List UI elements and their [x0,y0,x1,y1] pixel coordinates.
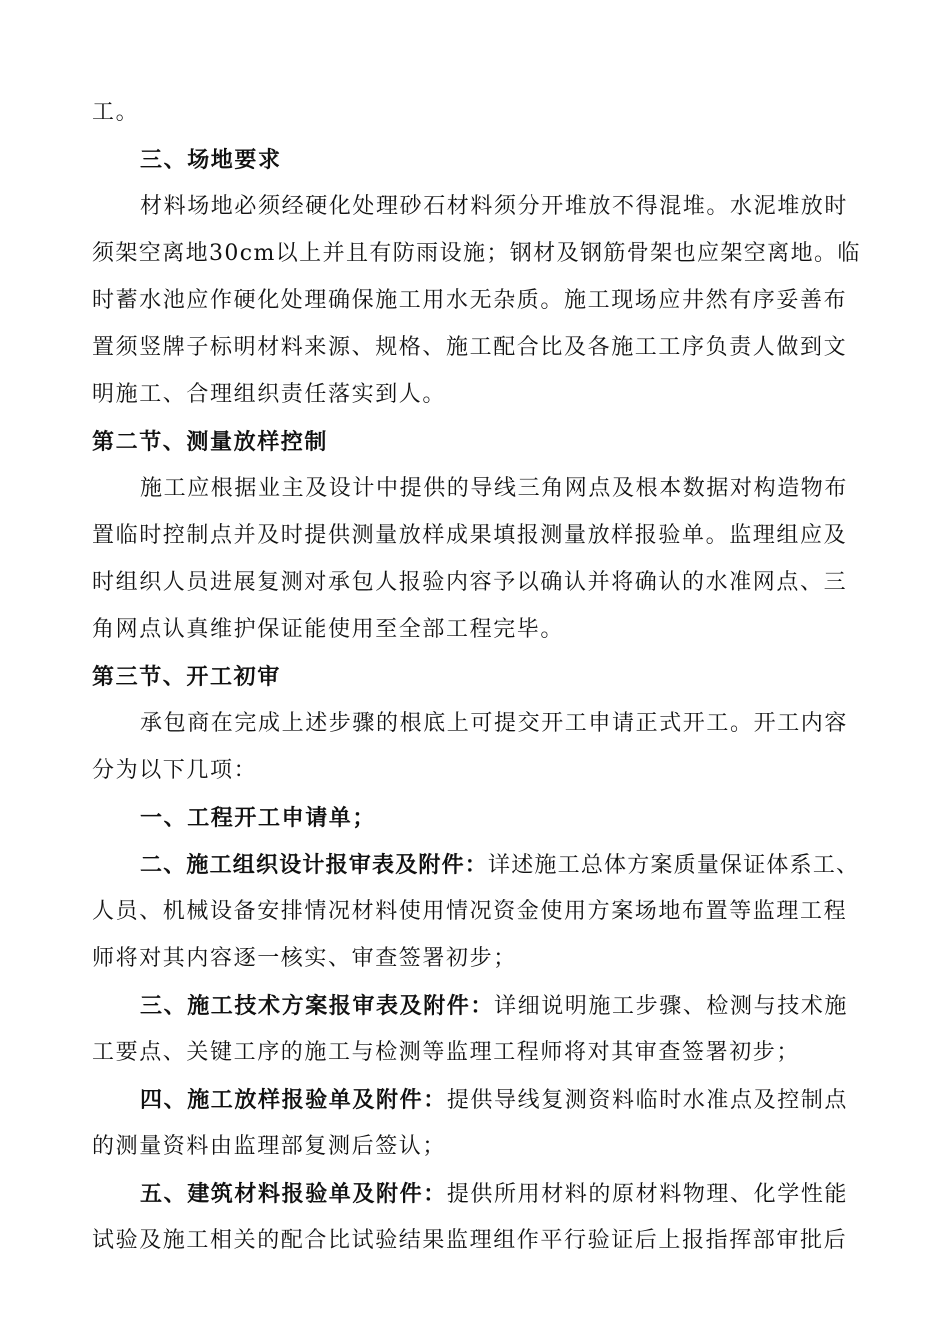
paragraph-line: 置须竖牌子标明材料来源、规格、施工配合比及各施工工序负责人做到文 [92,335,848,360]
list-item-text: 提供导线复测资料临时水准点及控制点 [446,1088,849,1113]
subsection-heading: 三、场地要求 [140,147,282,173]
paragraph-line: 时组织人员进展复测对承包人报验内容予以确认并将确认的水准网点、三 [92,570,848,595]
paragraph-line: 角网点认真维护保证能使用至全部工程完毕。 [92,617,565,642]
list-item [140,850,862,880]
paragraph-line: 置临时控制点并及时提供测量放样成果填报测量放样报验单。监理组应及 [92,523,848,548]
list-item-title: 五、建筑材料报验单及附件： [140,1181,447,1207]
list-item-text: 提供所用材料的原材料物理、化学性能 [446,1182,849,1207]
paragraph-line: 材料场地必须经硬化处理砂石材料须分开堆放不得混堆。水泥堆放时 [140,194,849,219]
list-item [140,1085,862,1115]
paragraph-line: 承包商在完成上述步骤的根底上可提交开工申请正式开工。开工内容 [140,711,849,736]
list-item-text: 详细说明施工步骤、检测与技术施 [494,994,849,1019]
list-item-title: 四、施工放样报验单及附件： [140,1087,447,1113]
list-item-title: 三、施工技术方案报审表及附件： [140,993,495,1019]
paragraph-line: 时蓄水池应作硬化处理确保施工用水无杂质。施工现场应井然有序妥善布 [92,288,848,313]
paragraph-line: 师将对其内容逐一核实、审查签署初步； [92,946,517,971]
paragraph-line: 工。 [92,100,140,125]
paragraph-line: 的测量资料由监理部复测后签认； [92,1134,447,1159]
list-item [140,1179,862,1209]
paragraph-line: 须架空离地30cm以上并且有防雨设施；钢材及钢筋骨架也应架空离地。临 [92,241,861,266]
section-heading: 第三节、开工初审 [92,664,281,690]
paragraph-line: 试验及施工相关的配合比试验结果监理组作平行验证后上报指挥部审批后 [92,1228,848,1253]
list-item [140,991,862,1021]
paragraph-line: 工要点、关键工序的施工与检测等监理工程师将对其审查签署初步； [92,1040,801,1065]
list-item: 一、工程开工申请单； [140,805,377,831]
paragraph-line: 明施工、合理组织责任落实到人。 [92,382,447,407]
section-heading: 第二节、测量放样控制 [92,429,329,455]
list-item-text: 详述施工总体方案质量保证体系工、 [488,853,860,878]
paragraph-line: 分为以下几项： [92,758,258,783]
paragraph-line: 施工应根据业主及设计中提供的导线三角网点及根本数据对构造物布 [140,476,849,501]
list-item-title: 二、施工组织设计报审表及附件： [140,852,489,878]
paragraph-line: 人员、机械设备安排情况材料使用情况资金使用方案场地布置等监理工程 [92,899,848,924]
